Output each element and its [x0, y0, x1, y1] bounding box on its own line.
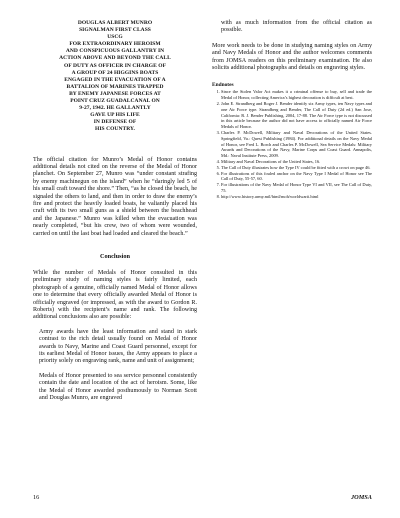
left-column [33, 20, 197, 402]
endnote-item: 5. The Call of Duty illustrates how the Type IV could be fitted with a crowt on page 46. [221, 165, 372, 171]
endnote-item: 3. Charles P. McDowell, Military and Naval Decorations of the United States. Springfield, Va.: Quest Publishing (1984). For additional details on the Navy Medal of Honor, see Fred L. Borch and Charles P. McDowell, Sea Service Medals: Military Awards and Decorations of the Navy, Marine Corps and Coast Guard. Annapolis, Md.: Naval Institute Press, 2009. [221, 130, 372, 159]
endnote-item: 4. Military and Naval Decorations of the United States, 16. [221, 159, 372, 165]
citation-line: GAVE UP HIS LIFE [90, 112, 140, 119]
citation-line: POINT CRUZ GUADALCANAL ON [70, 98, 160, 105]
body-paragraph: The official citation for Munro’s Medal of Honor contains additional details not cited on the reverse of the Medal of Honor planchet. On September 27, Munro was “under constant strafing by enemy machinegun on the island” when he “daringly led 5 of his small craft toward the shore.” Then, “as he closed the beach, he signaled the others to land, and then in order to draw the enemy’s fire and protect the heavily loaded boats, he valiantly placed his craft with its two small guns as a shield between the beachhead and the Japanese.” Munro was killed when the evacuation was nearly completed, “but his crew, two of whom were wounded, carried on until the last boat had loaded and cleared the beach.” [33, 156, 197, 237]
endnotes-heading: Endnotes [212, 82, 234, 89]
citation-line: BATTALION OF MARINES TRAPPED [66, 83, 164, 90]
medal-citation-inscription [33, 20, 197, 134]
citation-line: USCG [107, 34, 123, 41]
endnote-item: 6. For illustrations of this fouled anchor on the Navy Type I Medal of Honor see The Call of Duty, 55-57, 60. [221, 171, 372, 183]
continued-paragraph: with as much information from the official citation as possible. [221, 20, 372, 34]
body-paragraph: More work needs to be done in studying naming styles on Army and Navy Medals of Honor and the author welcomes comments from JOMSA readers on this preliminary examination. He also solicits additional photographs and details on engraving styles. [212, 42, 372, 72]
page-number: 16 [33, 494, 40, 501]
endnote-item: 8. http://www.history.army.mil/html/moh/worldwarii.html [221, 194, 372, 200]
endnote-item: 7. For illustrations of the Navy Medal of Honor Type VI and VII, see The Call of Duty, 75. [221, 182, 372, 194]
journal-name: JOMSA [351, 494, 372, 501]
indented-paragraph: Medals of Honor presented to sea service personnel consistently contain the date and location of the act of heroism. Some, like the Medal of Honor awarded posthumously to Norman Scott and Douglas Munro, are engraved [39, 372, 197, 402]
endnote-item: 1. Since the Stolen Valor Act makes it a criminal offense to buy, sell and trade the Medal of Honor, collecting America’s highest decoration is difficult at best. [221, 89, 372, 101]
citation-line: FOR EXTRAORDINARY HEROISM [69, 41, 161, 48]
indented-list [39, 329, 197, 403]
endnotes-list [212, 89, 372, 199]
citation-line: IN DEFENSE OF [93, 119, 137, 126]
citation-line: OF DUTY AS OFFICER IN CHARGE OF [64, 62, 166, 69]
citation-line: ENGAGED IN THE EVACUATION OF A [64, 76, 166, 83]
citation-line: A GROUP OF 24 HIGGINS BOATS [71, 69, 159, 76]
citation-line: BY ENEMY JAPANESE FORCES AT [69, 90, 161, 97]
citation-line: DOUGLAS ALBERT MUNRO [77, 20, 153, 26]
citation-line: SIGNALMAN FIRST CLASS [79, 27, 151, 34]
endnote-item: 2. John E. Strandberg and Roger J. Bender identify six Army types, ten Navy types and one Air Force type. Strandberg and Bender, The Call of Duty (2d ed.) San Jose, California: R. J. Bender Publishing, 2004, 17-88. The Air Force type is not discussed in this article because the author did not have access to officially named Air Force Medals of Honor. [221, 101, 372, 130]
citation-line: 9-27, 1942. HE GALLANTLY [79, 105, 151, 112]
citation-line: AND CONSPICUOUS GALLANTRY IN [65, 48, 165, 55]
citation-line: HIS COUNTRY. [95, 126, 135, 133]
citation-line: ACTION ABOVE AND BEYOND THE CALL [59, 55, 171, 62]
section-heading: Conclusion [99, 252, 131, 260]
right-column [212, 20, 372, 200]
body-paragraph: While the number of Medals of Honor consulted in this preliminary study of naming styles is fairly limited, each photograph of a genuine, officially named Medal of Honor allows one to determine that every officially awarded Medal of Honor is officially engraved (or impressed, as with the award to Gordon R. Roberts) with the recipient’s name and rank. The following additional conclusions also are possible: [33, 269, 197, 321]
indented-paragraph: Army awards have the least information and stand in stark contrast to the rich detail usually found on Medal of Honor awards to Navy, Marine and Coast Guard personnel, except for its earliest Medal of Honor issues, the Army appears to place a priority solely on engraving rank, name and unit of assignment; [39, 328, 197, 365]
